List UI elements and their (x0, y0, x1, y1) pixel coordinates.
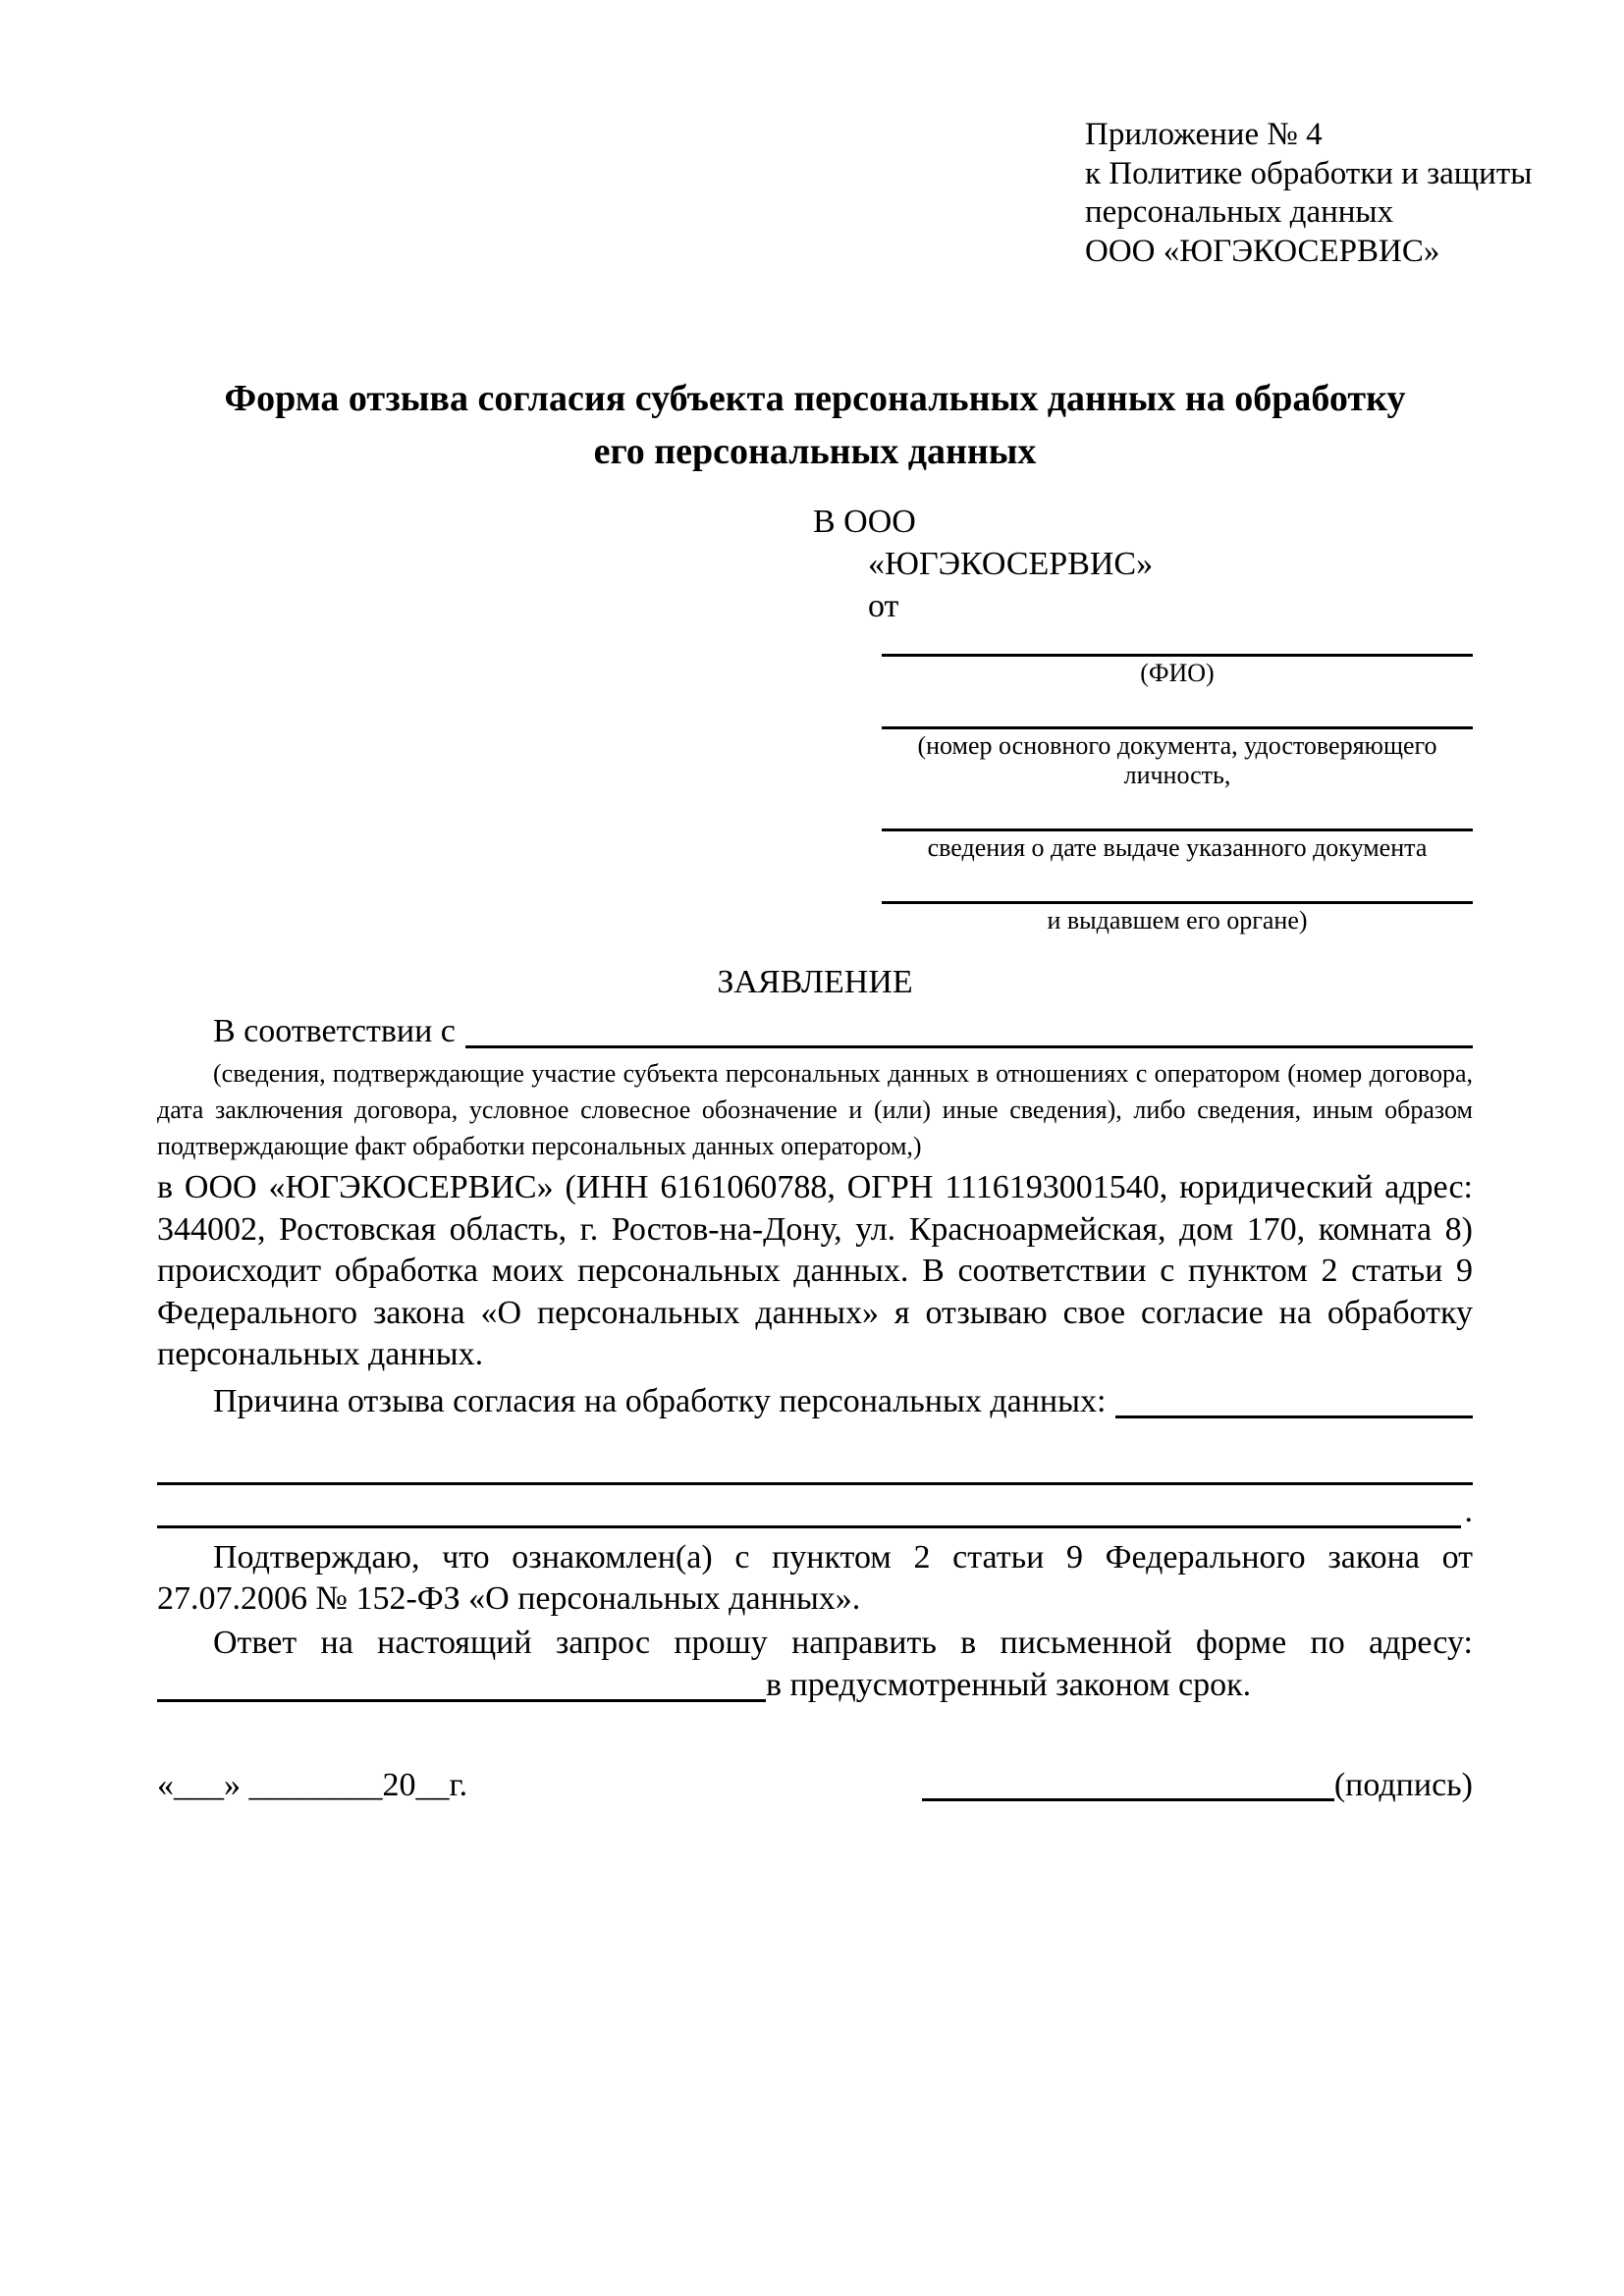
intro-note: (сведения, подтверждающие участие субъекта персональных данных в отношениях с оператором (номер договора, дата заключения договора, условное словесное обозначение и (или) иные сведения), либо сведения, иным образом подтверждающие факт обработки персональных данных оператором,) (157, 1059, 1473, 1161)
reason-blank-row (157, 1490, 1473, 1533)
doc-issuer-field (882, 875, 1473, 935)
appendix-line: Приложение № 4 (1085, 117, 1323, 152)
addressee-block (157, 501, 1473, 935)
doc-number-caption: (номер основного документа, удостоверяющего личность, (917, 731, 1437, 790)
basis-row (157, 1010, 1473, 1053)
appendix-line: к Политике обработки и защиты (1085, 155, 1533, 191)
reason-blank-line-2[interactable] (157, 1447, 1473, 1485)
doc-date-caption: сведения о дате выдаче указанного документа (927, 833, 1428, 863)
doc-issuer-blank-line[interactable] (882, 875, 1473, 904)
reason-row (157, 1380, 1473, 1423)
reason-prefix: Причина отзыва согласия на обработку персональных данных: (213, 1382, 1107, 1419)
from-label: от (868, 588, 899, 625)
reply-suffix: в предусмотренный законом срок. (766, 1667, 1252, 1703)
appendix-line: ООО «ЮГЭКОСЕРВИС» (1085, 233, 1440, 269)
period-text: . (1464, 1492, 1473, 1529)
statement-heading: ЗАЯВЛЕНИЕ (717, 964, 913, 1001)
reason-blank-line-3[interactable] (157, 1490, 1461, 1528)
fio-field (882, 627, 1473, 688)
date-blank-field[interactable]: «___» ________20__г. (157, 1767, 468, 1803)
document-title-line: Форма отзыва согласия субъекта персональных данных на обработку (224, 378, 1406, 420)
addressee-fields (882, 627, 1473, 935)
appendix-line: персональных данных (1085, 194, 1394, 231)
document-title-line: его персональных данных (593, 431, 1037, 473)
address-blank-line[interactable] (157, 1664, 766, 1702)
reply-paragraph: Ответ на настоящий запрос прошу направить в письменной форме по адресу: (213, 1624, 1473, 1661)
confirm-paragraph: Подтверждаю, что ознакомлен(а) с пунктом 2 статьи 9 Федерального закона от 27.07.2006 № 152-ФЗ «О персональных данных». (157, 1538, 1473, 1617)
signature-blank-line[interactable] (922, 1798, 1334, 1801)
org-prefix: В ООО (813, 504, 916, 541)
reply-address-row (157, 1664, 1473, 1707)
doc-number-blank-line[interactable] (882, 700, 1473, 729)
reason-blank-line[interactable] (1115, 1380, 1473, 1418)
doc-number-field (882, 700, 1473, 790)
reason-blank-row (157, 1447, 1473, 1490)
fio-blank-line[interactable] (882, 627, 1473, 657)
doc-issuer-caption: и выдавшем его органе) (1047, 906, 1308, 935)
fio-caption: (ФИО) (1140, 659, 1215, 688)
appendix-note (1085, 116, 1533, 271)
signature-caption: (подпись) (1333, 1767, 1473, 1803)
date-signature-row (157, 1764, 1473, 1807)
basis-blank-line[interactable] (465, 1010, 1473, 1048)
document-title (157, 373, 1473, 479)
doc-date-blank-line[interactable] (882, 802, 1473, 831)
signature-group (922, 1764, 1473, 1807)
intro-prefix: В соответствии с (213, 1013, 456, 1050)
doc-date-field (882, 802, 1473, 863)
main-paragraph: в ООО «ЮГЭКОСЕРВИС» (ИНН 6161060788, ОГРН 1116193001540, юридический адрес: 344002, Ростовская область, г. Ростов-на-Дону, ул. Красноармейская, дом 170, комната 8) происходит обработка моих персональных данных. В соответствии с пунктом 2 статьи 9 Федерального закона «О персональных данных» я отзываю свое согласие на обработку персональных данных. (157, 1169, 1473, 1372)
org-name: «ЮГЭКОСЕРВИС» (868, 546, 1154, 583)
